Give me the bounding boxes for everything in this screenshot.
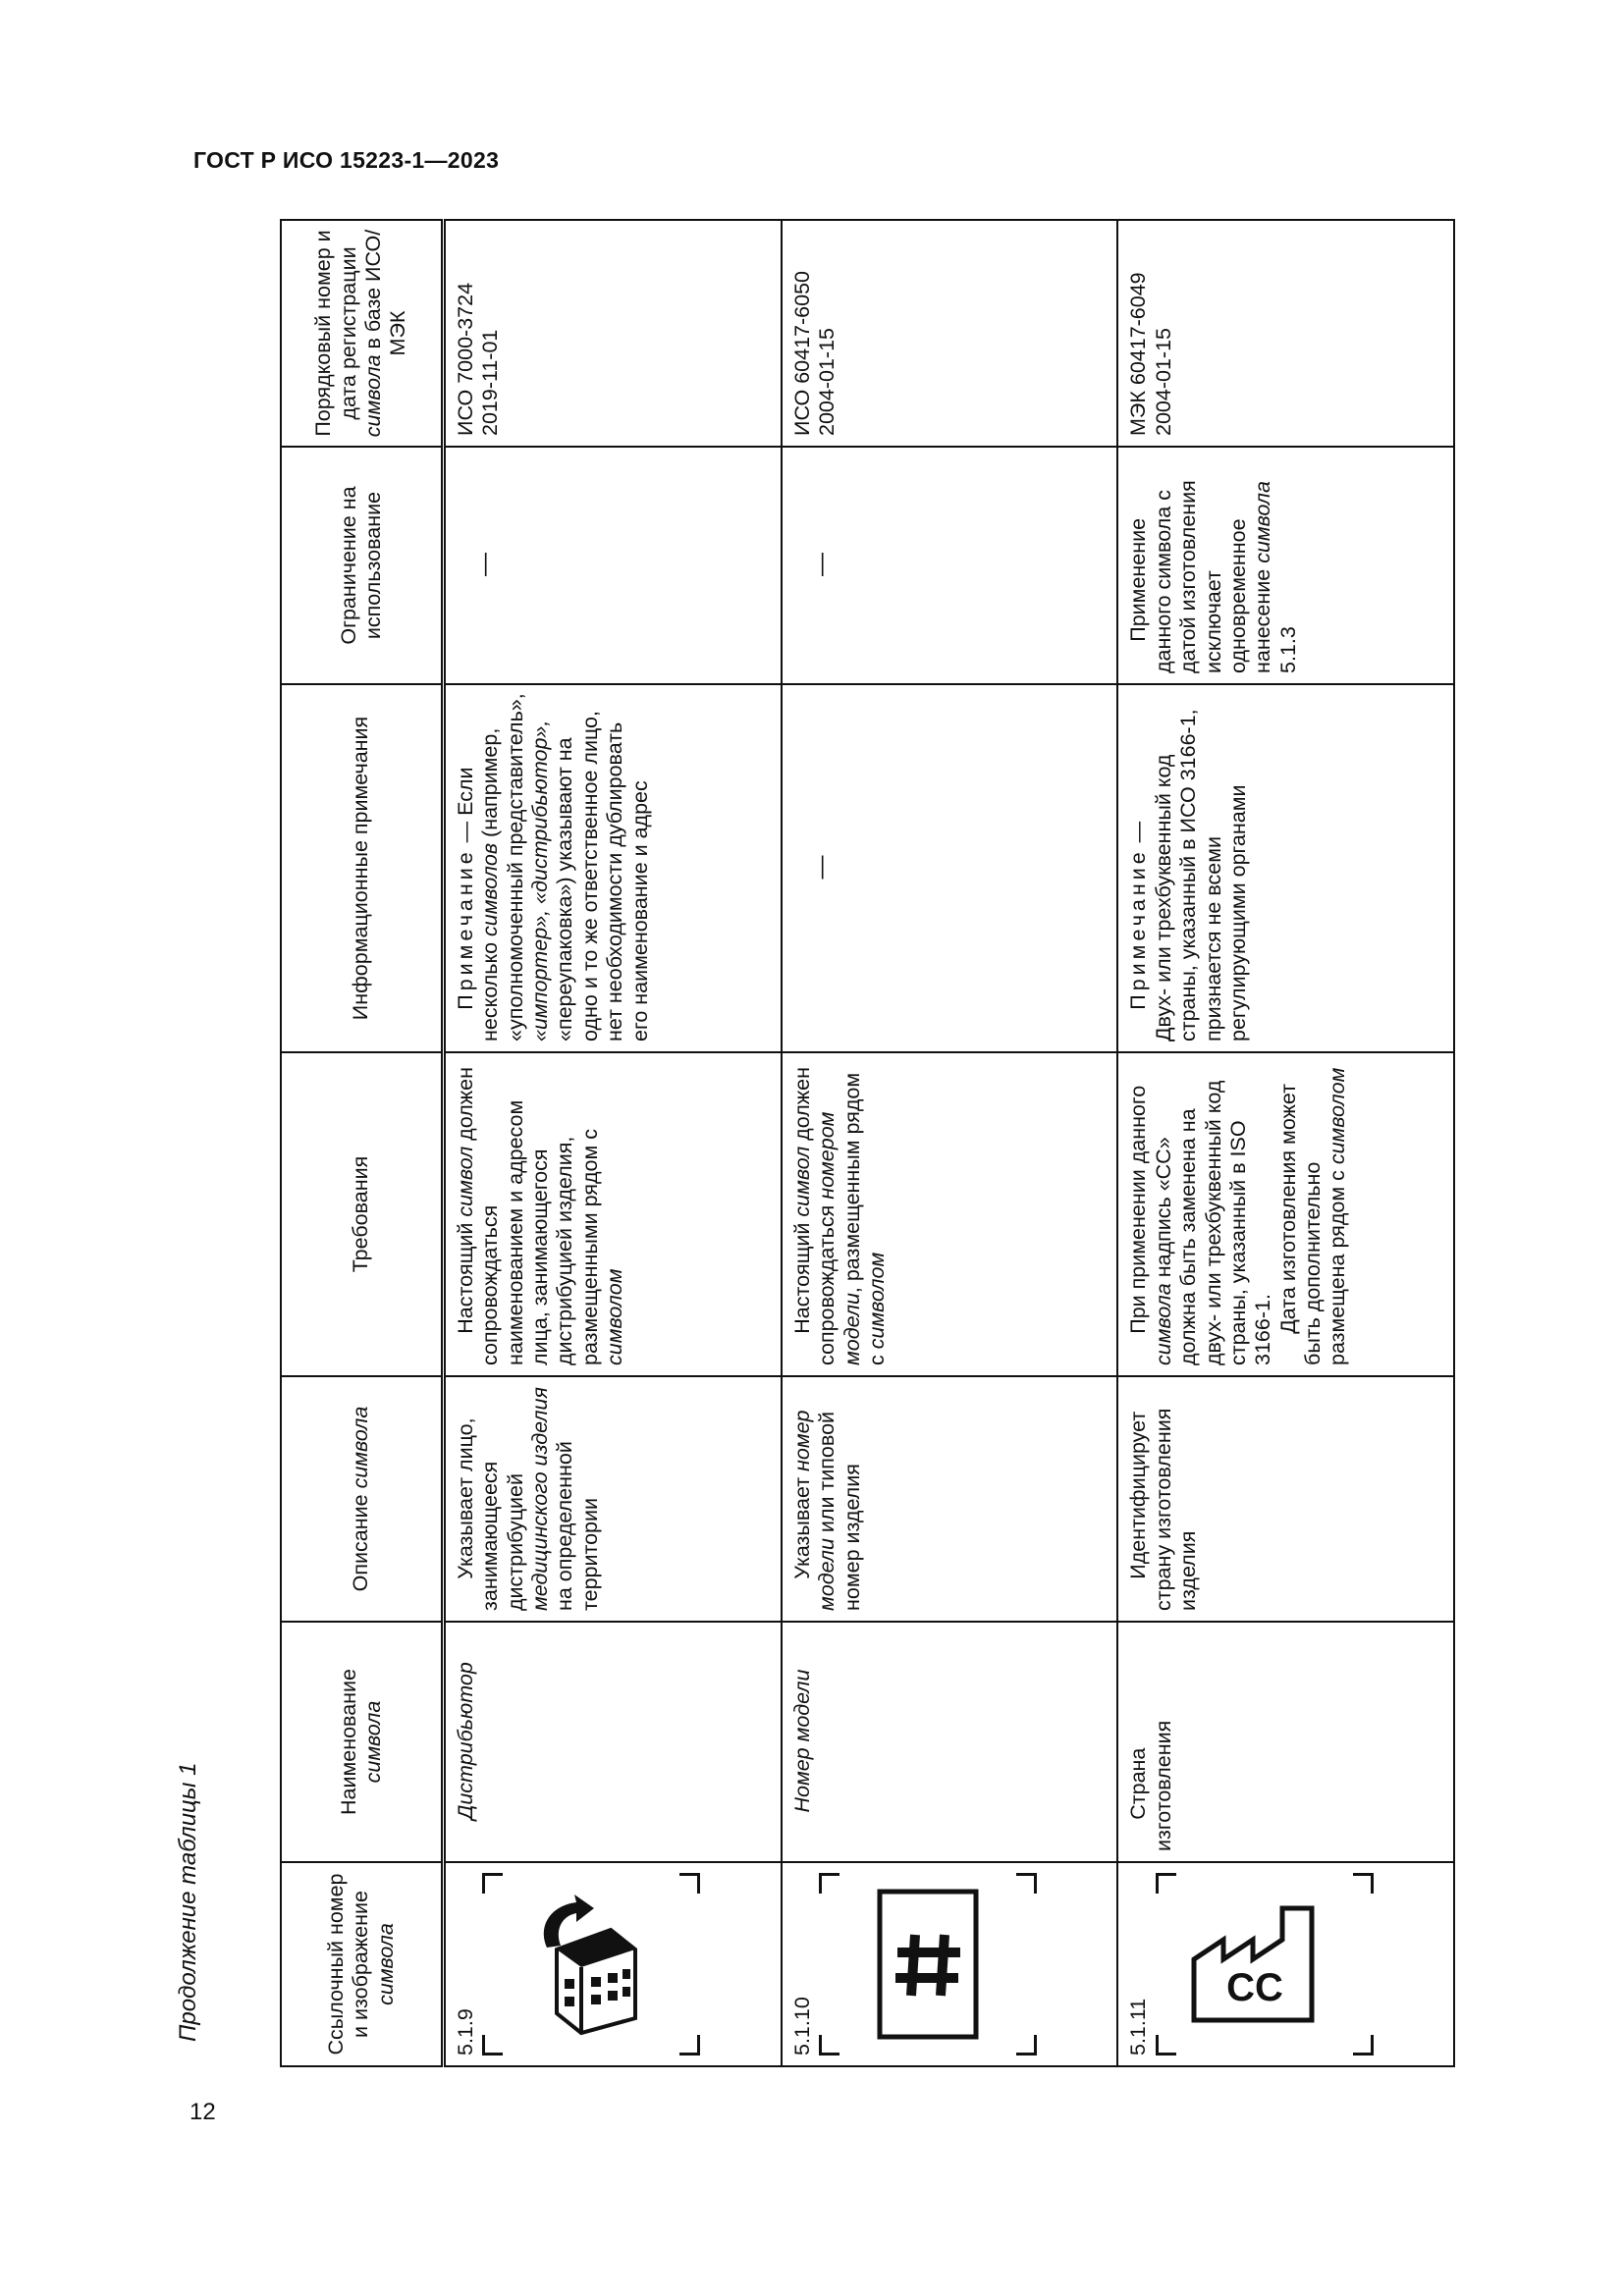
model-number-icon (874, 1886, 982, 2043)
table-row (444, 220, 782, 2066)
symbol-frame (1156, 1873, 1374, 2056)
symbol-limitations-cell: — (782, 447, 1118, 684)
symbol-description-cell: Указывает номер модели или типовой номер изделия (782, 1376, 1118, 1622)
symbol-notes-cell: — (782, 684, 1118, 1052)
symbol-requirements-cell: При применении данного символа надпись «СС» должна быть заменена на двух- или трехбуквенный код страны, указанный в ISO 3166-1. Дата изготовления может быть дополнительно размещена рядом с символом (1117, 1052, 1454, 1376)
header-registration: Порядковый номер и дата регистрации символа в базе ИСО/МЭК (281, 220, 444, 447)
ref-number: 5.1.9 (454, 2008, 477, 2056)
symbol-name-cell: Дистрибьютор (444, 1622, 782, 1862)
symbol-name-cell: Номер модели (782, 1622, 1118, 1862)
header-ref: Ссылочный номер и изображение символа (281, 1862, 444, 2066)
table-header-row (281, 220, 444, 2066)
symbol-ref-cell (782, 1862, 1118, 2066)
country-of-manufacture-icon (1186, 1900, 1343, 2028)
symbols-table (280, 219, 1455, 2067)
table-row (1117, 220, 1454, 2066)
symbol-name-cell: Страна изготовления (1117, 1622, 1454, 1862)
symbol-registration-cell: ИСО 7000-3724 2019-11-01 (444, 220, 782, 447)
ref-number: 5.1.10 (789, 1997, 814, 2056)
symbol-requirements-cell: Настоящий символ должен сопровождаться номером модели, размещенным рядом с символом (782, 1052, 1118, 1376)
distributor-icon (517, 1891, 665, 2038)
rotated-table-container (280, 221, 1455, 2067)
ref-number: 5.1.11 (1126, 1998, 1151, 2056)
header-notes: Информационные примечания (281, 684, 444, 1052)
symbol-ref-cell (1117, 1862, 1454, 2066)
header-name: Наименование символа (281, 1622, 444, 1862)
country-code-placeholder: CC (1225, 1966, 1283, 2009)
symbol-limitations-cell: — (444, 447, 782, 684)
table-continuation-caption: Продолжение таблицы 1 (175, 1762, 201, 2042)
symbol-requirements-cell: Настоящий символ должен сопровождаться наименованием и адресом лица, занимающегося дистрибуцией изделия, размещенными рядом с символом (444, 1052, 782, 1376)
symbol-description-cell: Идентифицирует страну изготовления изделия (1117, 1376, 1454, 1622)
table-row (782, 220, 1118, 2066)
symbol-ref-cell (444, 1862, 782, 2066)
page-number: 12 (189, 2099, 216, 2125)
header-limitations: Ограничение на использование (281, 447, 444, 684)
symbol-frame (819, 1873, 1037, 2056)
symbol-notes-cell: Примечание — Если несколько символов (например, «уполномоченный представитель», «импортер», «дистрибьютор», «переупаковка») указывают на одно и то же ответственное лицо, нет необходимости дублировать его наименование и адрес (444, 684, 782, 1052)
symbol-limitations-cell: Применение данного символа с датой изготовления исключает одновременное нанесение символа 5.1.3 (1117, 447, 1454, 684)
symbol-description-cell: Указывает лицо, занимающееся дистрибуцией медицинского изделия на определенной территории (444, 1376, 782, 1622)
header-description: Описание символа (281, 1376, 444, 1622)
symbol-registration-cell: ИСО 60417-6050 2004-01-15 (782, 220, 1118, 447)
symbol-frame (482, 1873, 700, 2056)
header-requirements: Требования (281, 1052, 444, 1376)
symbol-notes-cell: Примечание — Двух- или трехбуквенный код страны, указанный в ИСО 3166-1, признается не всеми регулирующими органами (1117, 684, 1454, 1052)
symbol-registration-cell: МЭК 60417-6049 2004-01-15 (1117, 220, 1454, 447)
document-header: ГОСТ Р ИСО 15223-1—2023 (193, 147, 500, 173)
